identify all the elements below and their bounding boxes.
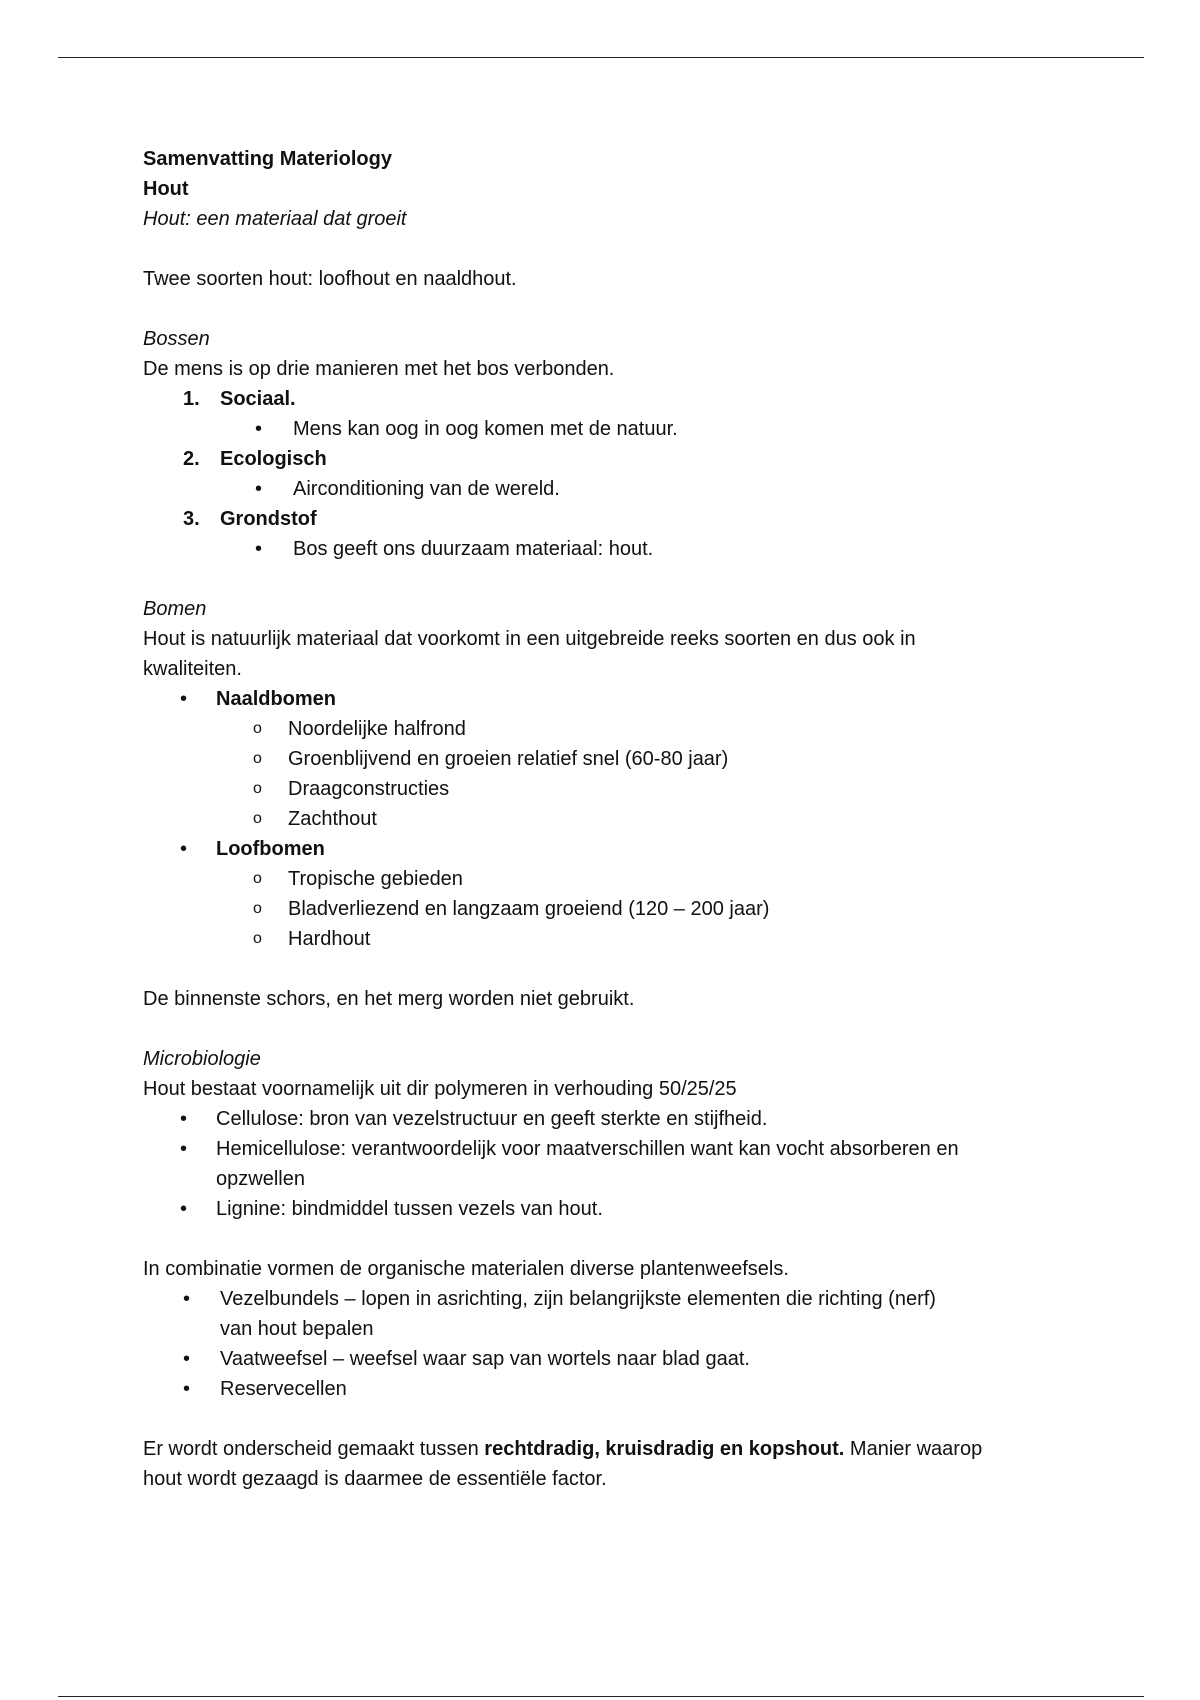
bossen-text: De mens is op drie manieren met het bos verbonden. [143,358,615,380]
document-title: Samenvatting Materiology [143,148,392,170]
microbiologie-text2: In combinatie vormen de organische materialen diverse plantenweefsels. [143,1258,789,1280]
bossen-heading: Bossen [143,328,210,350]
list-item: 2. Ecologisch [183,448,327,470]
list-item: o Tropische gebieden [253,868,463,890]
microbiologie-heading: Microbiologie [143,1048,261,1070]
list-item: o Bladverliezend en langzaam groeiend (120 – 200 jaar) [253,898,770,920]
list-item: o Noordelijke halfrond [253,718,466,740]
list-item: • Bos geeft ons duurzaam materiaal: hout. [255,538,654,560]
list-item: • Vezelbundels – lopen in asrichting, zijn belangrijkste elementen die richting (nerf) [183,1288,936,1310]
bottom-rule [58,1696,1144,1697]
list-item: • Cellulose: bron van vezelstructuur en geeft sterkte en stijfheid. [180,1108,768,1130]
closing-line: hout wordt gezaagd is daarmee de essentiële factor. [143,1468,607,1490]
subtitle: Hout: een materiaal dat groeit [143,208,407,230]
document-body [143,144,1083,1494]
bomen-text-line: kwaliteiten. [143,658,242,680]
closing-paragraph: Er wordt onderscheid gemaakt tussen rechtdradig, kruisdradig en kopshout. Manier waarop [143,1438,983,1460]
list-item: 3. Grondstof [183,508,317,530]
list-item: o Zachthout [253,808,377,830]
list-item: • Reservecellen [183,1378,347,1400]
list-item: o Groenblijvend en groeien relatief snel (60-80 jaar) [253,748,729,770]
list-item: o Hardhout [253,928,371,950]
list-item-continuation: van hout bepalen [220,1318,374,1340]
intro-text: Twee soorten hout: loofhout en naaldhout. [143,268,517,290]
microbiologie-text: Hout bestaat voornamelijk uit dir polymeren in verhouding 50/25/25 [143,1078,737,1100]
bomen-note: De binnenste schors, en het merg worden niet gebruikt. [143,988,635,1010]
list-item: • Hemicellulose: verantwoordelijk voor maatverschillen want kan vocht absorberen en [180,1138,959,1160]
list-item: • Vaatweefsel – weefsel waar sap van wortels naar blad gaat. [183,1348,750,1370]
list-item: • Lignine: bindmiddel tussen vezels van hout. [180,1198,603,1220]
list-item: • Mens kan oog in oog komen met de natuur. [255,418,678,440]
section-heading: Hout [143,178,189,200]
list-item-continuation: opzwellen [216,1168,305,1190]
list-item: o Draagconstructies [253,778,450,800]
bomen-text-line: Hout is natuurlijk materiaal dat voorkomt in een uitgebreide reeks soorten en dus ook in [143,628,916,650]
list-item: • Airconditioning van de wereld. [255,478,560,500]
list-item: • Naaldbomen [180,688,337,710]
bomen-heading: Bomen [143,598,207,620]
list-item: • Loofbomen [180,838,325,860]
list-item: 1. Sociaal. [183,388,296,410]
top-rule [58,57,1144,58]
